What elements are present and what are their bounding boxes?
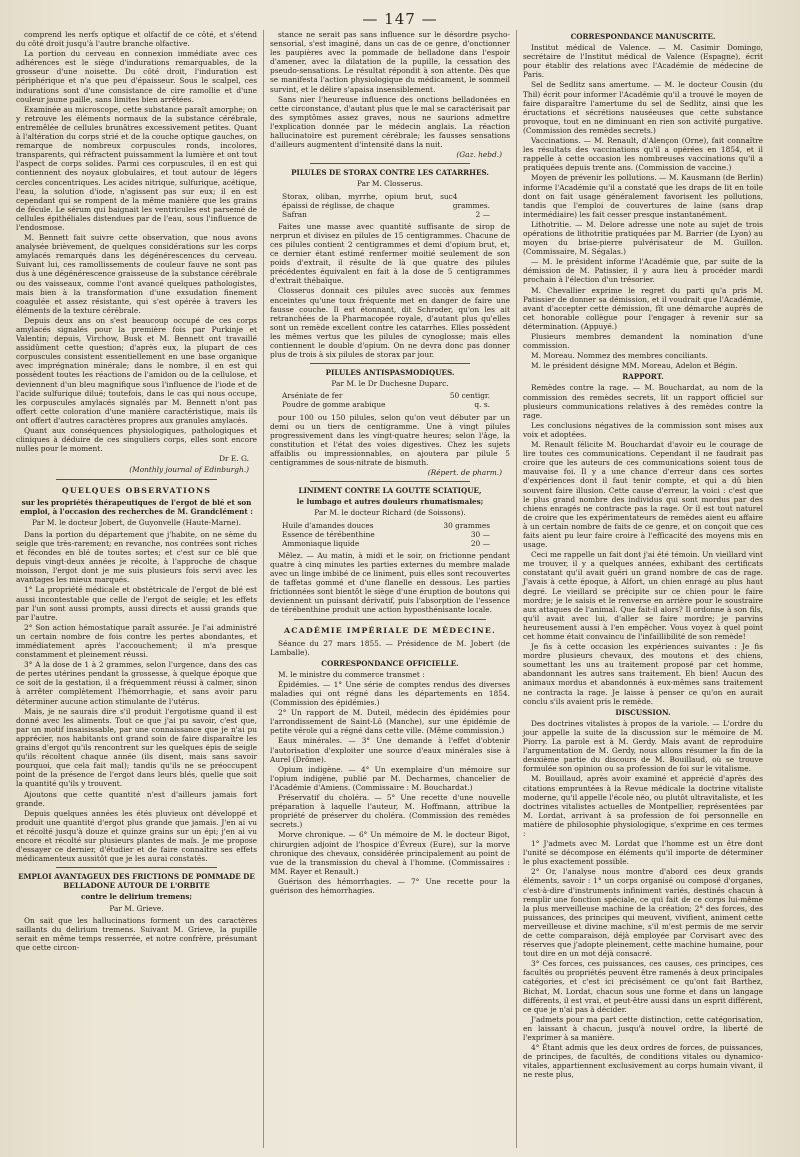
paragraph: Mêlez. — Au matin, à midi et le soir, on frictionne pendant quatre à cinq minutes les parties externes du membre malade avec un linge imbibé de ce liniment, puis elles sont recouvertes de taffetas gommé et d'une flanelle en dessous. Les parties frictionnées sont bientôt le siège d'une éruption de boutons qui deviennent un puissant dérivatif, puis l'absorption de l'essence de térébenthine produit une action hyposthénisante locale. — [270, 550, 510, 615]
paragraph: M. Moreau. Nommez des membres conciliants. — [531, 351, 708, 361]
paragraph: Depuis quelques années les étés pluvieux ont développé et produit une quantité d'ergot plus grande que jamais. J'en ai vu et récolté jusqu'à douze et quinze grains sur un épi; j'en ai vu encore et récolté sur plusieurs plantes de maïs. Je me propose d'essayer ce dernier, d'étudier et de faire connaître ses effets médicamenteux aussitôt que je les aurai constatés. — [16, 808, 257, 864]
paragraph: Plusieurs membres demandent la nomination d'une commission. — [523, 332, 763, 351]
paragraph: M. Bouillaud, après avoir examiné et apprécié d'après des citations empruntées à la Revue médicale la doctrine vitaliste moderne, qu'il appelle l'école néo, ou plutôt ultravitaliste, et les doctrines vitalistes actuelles de Montpellier, représentées par M. Lordat, arrivant à sa profession de foi personnelle en matière de philosophie physiologique, s'exprime en ces termes : — [523, 774, 763, 838]
paragraph: Morve chronique. — 6° Un mémoire de M. le docteur Bigot, chirurgien adjoint de l'hospice d'Évreux (Eure), sur la morve chronique des chevaux, considérée principalement au point de vue de la transmission du cheval à l'homme. (Commissaires : MM. Rayer et Renault.) — [270, 830, 510, 876]
recipe-line: Safran 2 — — [282, 209, 490, 219]
paragraph: 1° La propriété médicale et obstétricale de l'ergot de blé est aussi incontestable que celle de l'ergot de seigle; et les effets par l'un sont aussi prompts, aussi directs et aussi grands que par l'autre. — [16, 585, 257, 622]
paragraph: Depuis deux ans on s'est beaucoup occupé de ces corps amylacés signalés pour la première fois par Purkinje et Valentin; depuis, Virchow, Busk et M. Bennett ont travaillé assidûment cette question; d'après eux, la plupart de ces corpuscules consistent essentiellement en une base organique avec imprégnation minérale; dans le nombre, il en est qui possèdent toutes les réactions de l'amidon ou de la cellulose, et deviennent d'un bleu magnifique sous l'influence de l'iode et de l'acide sulfurique dilué; toutefois, dans le cas qui nous occupe, les corpuscules amylacés signalés par M. Bennett n'ont pas offert cette coloration d'une manière caractéristique, mais ils ont offert d'autres caractères propres aux granules amylacés. — [16, 315, 257, 425]
paragraph: Remèdes contre la rage. — M. Bouchardat, au nom de la commission des remèdes secrets, lit un rapport officiel sur plusieurs communications relatives à des remèdes contre la rage. — [523, 383, 763, 420]
article-subheading: sur les propriétés thérapeutiques de l'ergot de blé et son emploi, à l'occasion des recherches de M. Grandclément : — [20, 497, 253, 516]
article-heading: QUELQUES OBSERVATIONS — [61, 485, 212, 495]
paragraph: Eaux minérales. — 3° Une demande à l'effet d'obtenir l'autorisation d'exploiter une source d'eaux minérales sise à Aurel (Drôme). — [270, 736, 510, 764]
paragraph: Des doctrines vitalistes à propos de la variole. — L'ordre du jour appelle la suite de la discussion sur le mémoire de M. Piorry. La parole est à M. Gerdy. Mais avant de reproduire l'argumentation de M. Gerdy, nous allons résumer la fin de la deuxième partie du discours de M. Bouillaud, où se trouve formulée son opinion ou sa profession de foi sur le vitalisme. — [523, 718, 763, 774]
column-left — [10, 30, 263, 1148]
paragraph: Faites une masse avec quantité suffisante de sirop de nerprun et divisez en pilules de 15 centigrammes. Chacune de ces pilules contient 2 centigrammes et demi d'opium brut, et, ce dernier étant estimé renfermer moitié seulement de son poids d'extrait, il résulte de là que quatre des pilules précédentes équivalent en fait à la dose de 5 centigrammes d'extrait thébaïque. — [270, 221, 510, 286]
paragraph: Épidémies. — 1° Une série de comptes rendus des diverses maladies qui ont régné dans les départements en 1854. (Commission des épidémies.) — [270, 679, 510, 708]
paragraph: Closserus donnait ces pilules avec succès aux femmes enceintes qu'une toux fréquente met en danger de faire une fausse couche. Il est étonnant, dit Schroder, qu'on les ait retranchées de la Pharmacopée royale, d'autant plus qu'elles sont un remède excellent contre les catarrhes. Elles possèdent les mêmes vertus que les pilules de cynoglosse; mais elles contiennent le double d'opium. On ne devra donc pas donner plus de trois à six pilules de storax par jour. — [270, 286, 510, 360]
paragraph: M. le ministre du commerce transmet : — [278, 669, 425, 679]
paragraph: Guérison des hémorrhagies. — 7° Une recette pour la guérison des hémorrhagies. — [270, 876, 510, 895]
article-heading: PILULES ANTISPASMODIQUES. — [325, 368, 455, 378]
article-heading: LINIMENT CONTRE LA GOUTTE SCIATIQUE, — [298, 486, 482, 496]
section-divider — [310, 163, 470, 164]
paragraph: 4° Étant admis que les deux ordres de forces, de puissances, de principes, de facultés, de conditions vitales ou dynamico-vitales, appartiennent exclusivement au corps humain vivant, il ne reste plus, — [523, 1043, 763, 1080]
source-citation: (Monthly journal of Edinburgh.) — [129, 465, 249, 475]
paragraph: Lithotritie. — M. Delore adresse une note au sujet de trois opérations de lithotritie pratiquées par M. Barrier (de Lyon) au moyen du brise-pierre pulvérisateur de M. Guillon. (Commissaire, M. Ségalas.) — [523, 219, 763, 257]
paragraph: Mais, je ne saurais dire s'il produit l'ergotisme quand il est donné avec les aliments. Tout ce que j'ai pu savoir, c'est que, par un motif insaisissable, par une connaissance que je n'ai pu apprécier, nos habitants ont grand soin de faire disparaître les grains d'ergot qu'ils rencontrent sur les quelques épis de seigle qu'ils récoltent chaque année (ils disent, mais sans savoir pourquoi, que cela fait mal); tandis qu'ils ne se préoccupent point de la présence de l'ergot dans leurs blés, quelle que soit la quantité qu'ils y trouvent. — [16, 706, 257, 789]
paragraph: J'admets pour ma part cette distinction, cette catégorisation, en laissant à chacun, jusqu'à nouvel ordre, la liberté de l'exprimer à sa manière. — [523, 1014, 763, 1043]
paragraph: Quant aux conséquences physiologiques, pathologiques et cliniques à déduire de ces singuliers corps, elles sont encore nulles pour le moment. — [16, 426, 257, 454]
paragraph: M. Bennett fait suivre cette observation, que nous avons analysée brièvement, de quelques considérations sur les corps amylacés remarqués dans les dégénérescences du cerveau. Suivant lui, ces ramollissements de couleur fauve ne sont pas dus à une dégénérescence graisseuse de la substance cérébrale ou des vaisseaux, comme l'ont avancé quelques pathologistes, mais bien à la transformation d'une exsudation finement coagulée et assez résistante, qui s'est opérée à travers les éléments de la texture cérébrale. — [16, 233, 257, 315]
article-heading: PILULES DE STORAX CONTRE LES CATARRHES. — [291, 168, 489, 178]
source-citation: (Gaz. hebd.) — [456, 150, 502, 160]
recipe-list — [282, 521, 510, 548]
source-citation: (Répert. de pharm.) — [427, 468, 502, 478]
section-divider — [294, 619, 486, 620]
article-byline: Par M. le Dr Duchesne Duparc. — [331, 379, 449, 389]
recipe-list — [282, 192, 510, 219]
article-byline: Par M. Grieve. — [109, 903, 164, 913]
section-divider — [56, 867, 217, 868]
paragraph: Examinée au microscope, cette substance paraît amorphe; on y retrouve les éléments normaux de la substance cérébrale, entremêlée de cellules brunâtres excessivement petites. Quant à l'altération du corps strié et de la couche optique gauches, on remarque de nombreux corpuscules ronds, incolores, transparents, qui réfractent puissamment la lumière et ont tout l'aspect de corps solides. Parmi ces corpuscules, il en est qui contiennent des noyaux globulaires, et tout autour de légers cercles concentriques. Les acides nitrique, sulfurique, acétique, l'eau, la solution d'iode, n'agissent pas sur eux; il en est cependant qui se rompent de la même manière que les grains de fécule. Le sérum qui baignait les ventricules est parsemé de cellules épithéliales distendues par de l'eau, sous l'influence de l'endosmose. — [16, 104, 257, 232]
section-heading: ACADÉMIE IMPÉRIALE DE MÉDECINE. — [284, 626, 496, 636]
article-byline: Par M. le docteur Richard (de Soissons). — [314, 508, 466, 518]
page-number: — 147 — — [362, 10, 438, 28]
paragraph: Les conclusions négatives de la commission sont mises aux voix et adoptées. — [523, 420, 763, 439]
paragraph: M. le président désigne MM. Moreau, Adelon et Bégin. — [531, 361, 738, 371]
paragraph: 2° Un rapport de M. Duteil, médecin des épidémies pour l'arrondissement de Saint-Lô (Manche), sur une épidémie de petite vérole qui a régné dans cette ville. (Même commission.) — [270, 708, 510, 736]
article-heading: EMPLOI AVANTAGEUX DES FRICTIONS DE POMMADE DE BELLADONE AUTOUR DE L'ORBITE — [18, 872, 255, 891]
paragraph: Je fis à cette occasion les expériences suivantes : Je fis mordre plusieurs chevaux, des moutons et des chiens, soumettant les uns au traitement proposé par cet homme, abandonnant les autres sans traitement. Eh bien! Aucun des animaux mordus et abandonnés à eux-mêmes sans traitement ne contracta la rage. Je laisse à penser ce qu'on en aurait conclu s'ils avaient pris le remède. — [523, 642, 763, 706]
paragraph: Dans la portion du département que j'habite, on ne sème du seigle que très-rarement; en revanche, nos contrées sont riches et fécondes en blé de toutes sortes; et c'est sur ce blé que depuis vingt-deux années je récolte, à l'approche de chaque moisson, l'ergot dont je me suis plusieurs fois servi avec les avantages les mieux marqués. — [16, 529, 257, 585]
columns — [10, 30, 790, 1148]
article-subheading: contre le delirium tremens; — [80, 892, 193, 902]
subsection-heading: DISCUSSION. — [615, 707, 671, 717]
paragraph: 3° A la dose de 1 à 2 grammes, selon l'urgence, dans des cas de pertes utérines pendant la grossesse, à quelque époque que ce soit de la gestation, il a fréquemment réussi à calmer, sinon à arrêter complètement l'hémorrhagie, et sans avoir paru déterminer aucune action stimulante de l'utérus. — [16, 660, 257, 706]
paragraph: M. Chevallier exprime le regret du parti qu'a pris M. Patissier de donner sa démission, et il voudrait que l'Académie, avant d'accepter cette démission, fît une démarche auprès de cet honorable collègue pour l'engager à revenir sur sa détermination. (Appuyé.) — [523, 285, 763, 331]
article-byline: Par M. Closserus. — [356, 179, 424, 189]
section-divider — [310, 363, 470, 364]
recipe-line: Essence de térébenthine 30 — — [282, 529, 490, 539]
section-divider — [56, 479, 217, 480]
paragraph: Institut médical de Valence. — M. Casimir Domingo, secrétaire de l'Institut médical de Valence (Espagne), écrit pour établir des relations avec l'Académie de médecine de Paris. — [523, 43, 763, 80]
paragraph: Ceci me rappelle un fait dont j'ai été témoin. Un vieillard vint me trouver, il y a quelques années, exhibant des certificats constatant qu'il avait guéri un grand nombre de cas de rage. J'avais à cette époque, à Alfort, un chien enragé au plus haut degré. Le vieillard se précipite sur ce chien pour le faire mordre; je le saisis et le renverse en arrière pour le soustraire aux attaques de l'animal. Que fait-il alors? Il ordonne à son fils, qu'il avait avec lui, d'aller se faire mordre; je parvins heureusement aussi à l'en empêcher. Vous voyez à quel point cet homme était convaincu de l'infaillibilité de son remède! — [523, 550, 763, 641]
subsection-heading: RAPPORT. — [622, 372, 664, 382]
paragraph: On sait que les hallucinations forment un des caractères saillants du delirium tremens. Suivant M. Grieve, la pupille serait en même temps resserrée, et notre confrère, présumant que cette circon- — [16, 915, 257, 952]
author-signature: Dr E. G. — [219, 454, 249, 464]
subsection-heading: CORRESPONDANCE OFFICIELLE. — [321, 658, 459, 668]
paragraph: Préservatif du choléra. — 5° Une recette d'une nouvelle préparation à laquelle l'auteur, M. Hoffmann, attribue la propriété de préserver du choléra. (Commission des remèdes secrets.) — [270, 793, 510, 830]
paragraph: M. Renault félicite M. Bouchardat d'avoir eu le courage de lire toutes ces communications. Cependant il ne faudrait pas croire que les auteurs de ces communications soient tous de mauvaise foi. Il y a une chance d'erreur dans ces sortes d'expériences dont il faut tenir compte, et qui a dû bien souvent faire illusion. Cette cause d'erreur, la voici : c'est que le plus grand nombre des individus qui sont mordus par des chiens enragés ne contracte pas la rage. Or il est tout naturel de croire que les expérimentateurs de remèdes aient eu affaire à un certain nombre de faits de ce genre, et on conçoit que ces faits aient pu leur faire croire à l'efficacité des moyens mis en usage. — [523, 440, 763, 550]
session-line: Séance du 27 mars 1855. — Présidence de M. Jobert (de Lamballe). — [270, 638, 510, 657]
paragraph: pour 100 ou 150 pilules, selon qu'on veut débuter par un demi ou un tiers de centigramme. Une à vingt pilules progressivement dans les vingt-quatre heures; selon l'âge, la constitution et l'état des voies digestives. Chez les sujets affaiblis ou impressionnables, on ajoutera par pilule 5 centigrammes de sous-nitrate de bismuth. — [270, 412, 510, 468]
section-divider — [310, 481, 470, 482]
paragraph: Sans nier l'heureuse influence des onctions belladonées en cette circonstance, d'autant plus que le mal se caractérisait par des symptômes assez graves, nous ne saurions admettre l'explication donnée par le médecin anglais. La réaction hallucinatoire est purement cérébrale; les fausses sensations d'ailleurs augmentent d'intensité dans la nuit. — [270, 94, 510, 150]
paragraph: Moyen de prévenir les pollutions. — M. Kausmann (de Berlin) informe l'Académie qu'il a constaté que les draps de lit en toile dont on fait usage généralement favorisent les pollutions, tandis que l'emploi de couvertures de laine (sans drap intermédiaire) les fait cesser presque instantanément. — [523, 173, 763, 219]
column-middle — [263, 30, 516, 1148]
recipe-line: Arséniate de fer 50 centigr. — [282, 391, 490, 401]
paragraph: Sel de Sedlitz sans amertume. — M. le docteur Cousin (du Thil) écrit pour informer l'Académie qu'il a trouvé le moyen de faire disparaître l'amertume du sel de Sedlitz, ainsi que les éructations et sécrétions nauséeuses que cette substance provoque, tout en ne diminuant en rien son activité purgative. (Commission des remèdes secrets.) — [523, 80, 763, 135]
paragraph: 3° Ces forces, ces puissances, ces causes, ces principes, ces facultés ou propriétés peuvent être ramenés à deux principales catégories, et c'est ici précisément ce qu'ont fait Barthez, Bichat, M. Lordat, chacun sous une forme et dans un langage différents, il est vrai, et peut-être aussi dans un esprit différent, ce que je n'ai pas à décider. — [523, 959, 763, 1014]
paragraph: stance ne serait pas sans influence sur le désordre psycho-sensorial, s'est imaginé, dans un cas de ce genre, d'onctionner les paupières avec la pommade de belladone dans l'espoir d'amener, avec la dilatation de la pupille, la cessation des pseudo-sensations. Le résultat répondit à son attente. Dès que se manifesta l'action physiologique du médicament, le sommeil survint, et le délire s'apaisa insensiblement. — [270, 30, 510, 94]
article-byline: Par M. le docteur Jobert, de Guyonvelle (Haute-Marne). — [31, 517, 242, 527]
subsection-heading: CORRESPONDANCE MANUSCRITE. — [570, 32, 716, 41]
article-subheading: le lumbago et autres douleurs rhumatismales; — [296, 497, 484, 507]
recipe-line: Storax, oliban, myrrhe, opium brut, suc épaissi de réglisse, de chaque 4 grammes. — [282, 191, 490, 210]
paragraph: comprend les nerfs optique et olfactif de ce côté, et s'étend du côté droit jusqu'à l'autre branche olfactive. — [16, 30, 257, 49]
recipe-line: Poudre de gomme arabique q. s. — [282, 400, 490, 410]
recipe-line: Huile d'amandes douces 30 grammes — [282, 520, 490, 530]
paragraph: — M. le président informe l'Académie que, par suite de la démission de M. Patissier, il y aura lieu à procéder mardi prochain à l'élection d'un trésorier. — [523, 257, 763, 285]
paragraph: 2° Or, l'analyse nous montre d'abord ces deux grands éléments, savoir : 1° un corps organisé ou composé d'organes, c'est-à-dire d'instruments infiniment variés, destinés chacun à remplir une fonction spéciale, ce qui fait de ce corps lui-même la plus merveilleuse machine de la création; 2° des forces, des puissances, des principes qui meuvent, vivifient, animent cette merveilleuse et divine machine, s'il m'est permis de me servir de cette comparaison, déjà employée par Corvisart avec des réserves que j'adopte pleinement, cette machine humaine, pour tout dire en un mot déjà consacré. — [523, 867, 763, 959]
recipe-list — [282, 391, 510, 409]
paragraph: Opium indigène. — 4° Un exemplaire d'un mémoire sur l'opium indigène, publié par M. Decharmes, chancelier de l'Académie d'Amiens. (Commissaire : M. Bouchardat.) — [270, 764, 510, 792]
paragraph: 2° Son action hémostatique paraît assurée. Je l'ai administré un certain nombre de fois contre les pertes abondantes, et immédiatement après l'accouchement; il m'a presque constamment et pleinement réussi. — [16, 622, 257, 660]
paragraph: Ajoutons que cette quantité n'est d'ailleurs jamais fort grande. — [16, 789, 257, 808]
paragraph: La portion du cerveau en connexion immédiate avec ces adhérences est le siège d'indurations remarquables, de la grosseur d'une noisette. Du côté droit, l'induration est périphérique et n'a que peu d'épaisseur. Sous le scalpel, ces indurations sont d'une consistance de cire ramollie et d'une couleur jaune paille, sans limites bien arrêtées. — [16, 49, 257, 104]
column-right — [516, 30, 769, 1148]
paragraph: Vaccinations. — M. Renault, d'Alençon (Orne), fait connaître les résultats des vaccinations qu'il a opérées en 1854, et il rappelle à cette occasion les nombreuses vaccinations qu'il a pratiquées depuis trente ans. (Commission de vaccine.) — [523, 136, 763, 173]
recipe-line: Ammoniaque liquide 20 — — [282, 538, 490, 548]
paragraph: 1° J'admets avec M. Lordat que l'homme est un être dont l'unité se décompose en éléments qu'il importe de déterminer le plus exactement possible. — [523, 839, 763, 867]
